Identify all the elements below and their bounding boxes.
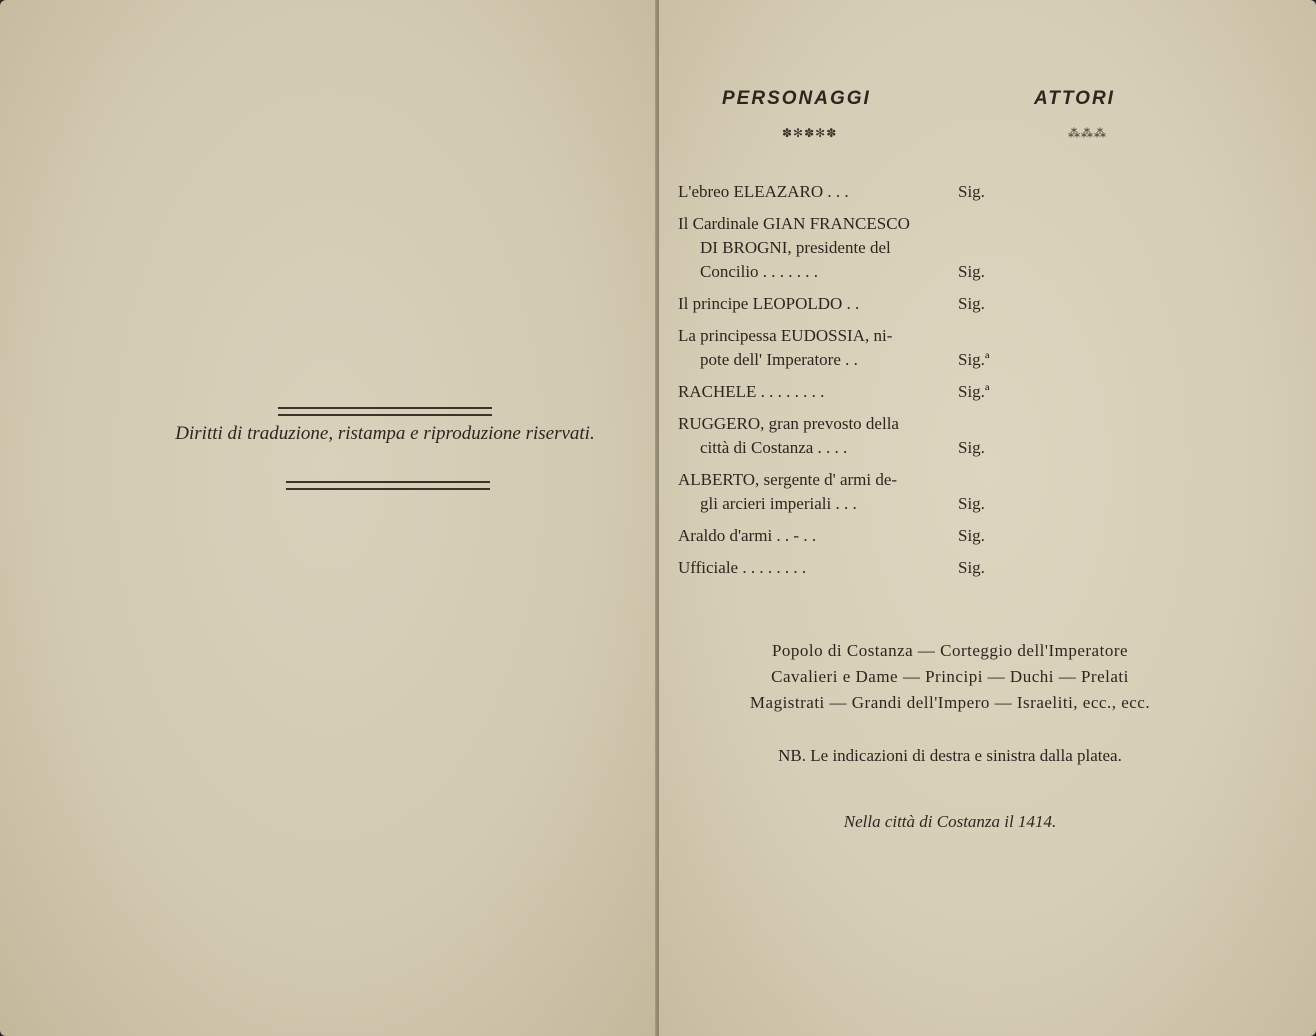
chorus-line: Popolo di Costanza — Corteggio dell'Imperatore	[771, 641, 1129, 660]
cast-role-line: città di Costanza . . . .	[700, 438, 848, 457]
cast-row	[678, 556, 1008, 580]
actors-heading: ATTORI	[1034, 88, 1115, 109]
cast-row	[678, 524, 1008, 548]
cast-role-line: pote dell' Imperatore . .	[700, 350, 858, 369]
bottom-double-rule	[286, 481, 490, 490]
cast-row	[678, 412, 1008, 460]
cast-role	[678, 556, 958, 580]
top-double-rule	[278, 407, 492, 416]
cast-role	[678, 468, 958, 516]
cast-role-line: Araldo d'armi . . - . .	[678, 526, 817, 545]
cast-sig: Sig.	[958, 526, 985, 545]
cast-sig: Sig.	[958, 494, 985, 513]
cast-row	[678, 212, 1008, 284]
cast-role	[678, 180, 958, 204]
cast-role-line: Ufficiale . . . . . . . .	[678, 558, 807, 577]
cast-role	[678, 212, 958, 284]
cast-sig: Sig.	[958, 182, 985, 201]
cast-sig: Sig.	[958, 438, 985, 457]
cast-role-line: Concilio . . . . . . .	[700, 262, 819, 281]
cast-role	[678, 412, 958, 460]
cast-role-line: L'ebreo ELEAZARO . . .	[678, 182, 849, 201]
characters-ornament: ✽✻✽✻✽	[782, 126, 838, 140]
chorus-line: Magistrati — Grandi dell'Impero — Israeliti, ecc., ecc.	[749, 693, 1151, 712]
cast-row	[678, 180, 1008, 204]
cast-row	[678, 292, 1008, 316]
cast-role-line: RACHELE . . . . . . . .	[678, 382, 825, 401]
chorus-list	[700, 638, 1200, 716]
cast-role-line: La principessa EUDOSSIA, ni-	[678, 326, 893, 345]
left-page	[0, 0, 657, 1036]
staging-note: NB. Le indicazioni di destra e sinistra dalla platea.	[778, 746, 1122, 765]
cast-role-line: DI BROGNI, presidente del	[700, 238, 891, 257]
cast-role	[678, 292, 958, 316]
cast-role-line: Il principe LEOPOLDO . .	[678, 294, 860, 313]
rights-notice: Diritti di traduzione, ristampa e riproduzione riservati.	[175, 423, 595, 444]
setting-line: Nella città di Costanza il 1414.	[843, 812, 1057, 831]
cast-row	[678, 324, 1008, 372]
cast-role	[678, 380, 958, 404]
cast-role	[678, 324, 958, 372]
cast-sig: Sig.ª	[958, 382, 990, 401]
cast-row	[678, 380, 1008, 404]
cast-role	[678, 524, 958, 548]
characters-heading: PERSONAGGI	[722, 88, 871, 109]
cast-role-line: ALBERTO, sergente d' armi de-	[678, 470, 898, 489]
cast-sig: Sig.	[958, 294, 985, 313]
cast-sig: Sig.	[958, 558, 985, 577]
cast-role-line: gli arcieri imperiali . . .	[700, 494, 857, 513]
chorus-line: Cavalieri e Dame — Principi — Duchi — Prelati	[771, 667, 1129, 686]
cast-list	[678, 180, 1008, 588]
cast-role-line: RUGGERO, gran prevosto della	[678, 414, 899, 433]
actors-ornament: ⁂⁂⁂	[1068, 126, 1107, 140]
cast-role-line: Il Cardinale GIAN FRANCESCO	[678, 214, 910, 233]
cast-sig: Sig.	[958, 262, 985, 281]
cast-row	[678, 468, 1008, 516]
cast-sig: Sig.ª	[958, 350, 990, 369]
